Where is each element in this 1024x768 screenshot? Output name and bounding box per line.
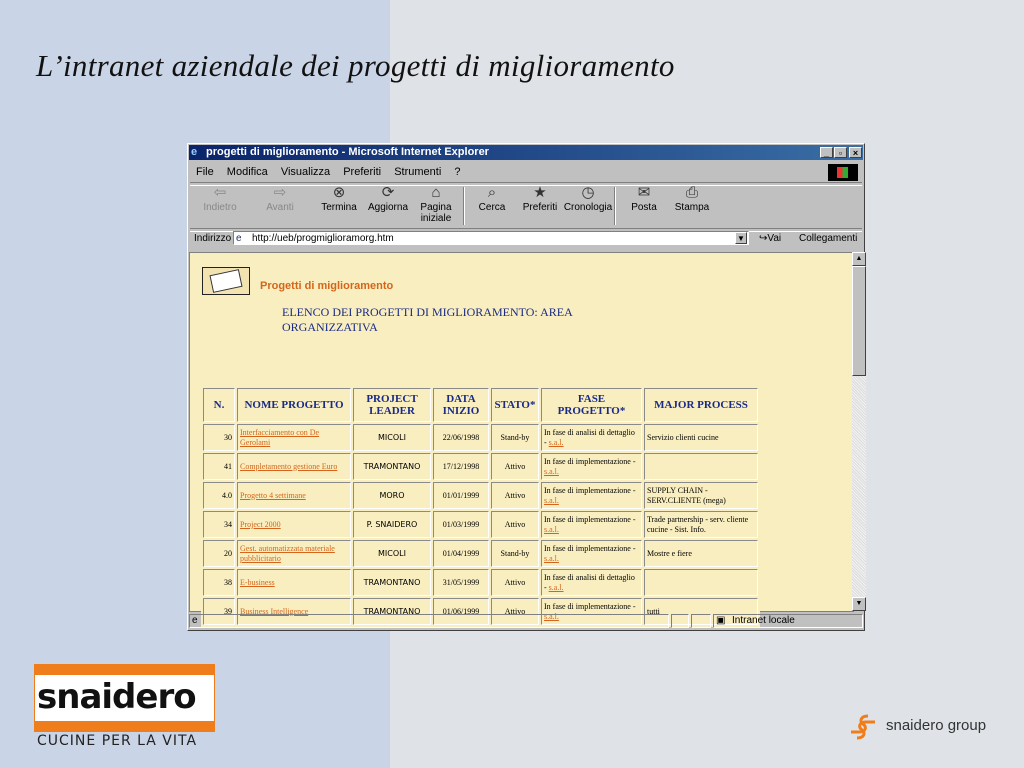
cell-process: Trade partnership - serv. cliente cucine - Sist. Info. <box>644 511 758 538</box>
logo-tagline: CUCINE PER LA VITA <box>37 733 198 749</box>
cell-leader: TRAMONTANO <box>353 598 431 625</box>
cell-project-name <box>237 482 351 509</box>
history-icon: ◷ <box>581 184 595 201</box>
handshake-icon <box>202 267 250 295</box>
sal-link[interactable]: s.a.l. <box>544 553 559 563</box>
menu-help[interactable]: ? <box>454 166 461 178</box>
cell-process: Mostre e fiere <box>644 540 758 567</box>
col-header: NOME PROGETTO <box>237 388 351 422</box>
menu-bar <box>191 163 861 181</box>
col-header: STATO* <box>491 388 539 422</box>
computer-icon: ▣ <box>716 615 726 626</box>
project-link[interactable]: Gest. automatizzata materiale pubblicitario <box>240 543 335 563</box>
cell-number: 4.0 <box>203 482 235 509</box>
project-link[interactable]: Project 2000 <box>240 519 281 529</box>
project-link[interactable]: Completamento gestione Euro <box>240 461 338 471</box>
cell-status: Attivo <box>491 453 539 480</box>
scroll-up-icon[interactable]: ▲ <box>852 252 866 266</box>
toolbar-separator <box>463 187 465 225</box>
table-row <box>203 424 758 451</box>
menu-preferiti[interactable]: Preferiti <box>343 166 382 178</box>
stop-button[interactable]: ⊗ Termina <box>314 184 364 213</box>
cell-project-name <box>237 511 351 538</box>
cell-phase: In fase di analisi di dettaglio - s.a.l. <box>541 424 642 451</box>
cell-phase: In fase di implementazione - s.a.l. <box>541 482 642 509</box>
cell-number: 30 <box>203 424 235 451</box>
cell-project-name <box>237 569 351 596</box>
cell-process: tutti <box>644 598 758 625</box>
cell-leader: TRAMONTANO <box>353 453 431 480</box>
cell-number: 34 <box>203 511 235 538</box>
ie-icon: e <box>191 146 198 158</box>
window-titlebar <box>189 145 863 160</box>
cell-phase: In fase di analisi di dettaglio - s.a.l. <box>541 569 642 596</box>
scroll-down-icon[interactable]: ▼ <box>852 597 866 611</box>
col-header: N. <box>203 388 235 422</box>
cell-leader: MICOLI <box>353 540 431 567</box>
cell-status: Attivo <box>491 511 539 538</box>
table-header-row <box>203 388 758 422</box>
table-row <box>203 453 758 480</box>
status-panel <box>671 614 689 628</box>
cell-date: 01/04/1999 <box>433 540 489 567</box>
menu-file[interactable]: File <box>196 166 214 178</box>
sal-link[interactable]: s.a.l. <box>544 466 559 476</box>
sal-link[interactable]: s.a.l. <box>548 437 564 447</box>
menu-visualizza[interactable]: Visualizza <box>280 166 331 178</box>
cell-number: 38 <box>203 569 235 596</box>
cell-project-name <box>237 424 351 451</box>
cell-leader: MORO <box>353 482 431 509</box>
cell-leader: MICOLI <box>353 424 431 451</box>
cell-date: 17/12/1998 <box>433 453 489 480</box>
sal-link[interactable]: s.a.l. <box>544 495 559 505</box>
window-title: progetti di miglioramento - Microsoft Internet Explorer <box>206 146 489 158</box>
go-button[interactable]: ↪Vai <box>759 233 782 244</box>
address-url: http://ueb/progmiglioramorg.htm <box>252 233 394 244</box>
page-icon: e <box>236 233 242 244</box>
snaidero-logo <box>34 664 215 732</box>
forward-button[interactable]: ⇨ Avanti <box>255 184 305 213</box>
cell-number: 20 <box>203 540 235 567</box>
cell-number: 39 <box>203 598 235 625</box>
history-button[interactable]: ◷ Cronologia <box>563 184 613 213</box>
group-mark-icon <box>848 713 878 741</box>
address-label: Indirizzo <box>194 233 232 244</box>
cell-phase: In fase di implementazione - s.a.l. <box>541 598 642 625</box>
security-zone: ▣ Intranet locale <box>713 614 863 628</box>
stop-icon: ⊗ <box>332 184 346 201</box>
cell-process: SUPPLY CHAIN - SERV.CLIENTE (mega) <box>644 482 758 509</box>
toolbar <box>191 184 861 232</box>
col-header: DATA INIZIO <box>433 388 489 422</box>
cell-status: Attivo <box>491 569 539 596</box>
project-link[interactable]: Progetto 4 settimane <box>240 490 306 500</box>
cell-status: Stand-by <box>491 424 539 451</box>
slide-title: L’intranet aziendale dei progetti di miglioramento <box>36 48 675 83</box>
search-button[interactable]: ⌕ Cerca <box>467 184 517 213</box>
project-link[interactable]: E-business <box>240 577 275 587</box>
toolbar-separator <box>614 187 616 225</box>
cell-date: 22/06/1998 <box>433 424 489 451</box>
col-header: FASE PROGETTO* <box>541 388 642 422</box>
projects-table <box>201 386 760 627</box>
sal-link[interactable]: s.a.l. <box>548 582 564 592</box>
cell-leader: P. SNAIDERO <box>353 511 431 538</box>
sal-link[interactable]: s.a.l. <box>544 611 559 621</box>
address-bar <box>191 230 861 248</box>
back-button[interactable]: ⇦ Indietro <box>195 184 245 213</box>
maximize-button[interactable]: ▫ <box>834 147 847 158</box>
project-link[interactable]: Interfacciamento con De Gerolami <box>240 427 320 447</box>
favorites-button[interactable]: ★ Preferiti <box>515 184 565 213</box>
cell-date: 01/06/1999 <box>433 598 489 625</box>
mail-button[interactable]: ✉ Posta <box>619 184 669 213</box>
cell-process <box>644 569 758 596</box>
forward-arrow-icon: ⇨ <box>273 184 287 201</box>
status-bar <box>189 613 863 629</box>
back-arrow-icon: ⇦ <box>213 184 227 201</box>
address-input[interactable] <box>233 231 749 245</box>
browser-window <box>187 143 865 631</box>
cell-process: Servizio clienti cucine <box>644 424 758 451</box>
cell-date: 01/03/1999 <box>433 511 489 538</box>
page-heading: Progetti di miglioramento <box>260 280 394 292</box>
project-link[interactable]: Business Intelligence <box>240 606 309 616</box>
address-dropdown-button[interactable]: ▼ <box>735 232 747 244</box>
col-header: MAJOR PROCESS <box>644 388 758 422</box>
page-subtitle: ELENCO DEI PROGETTI DI MIGLIORAMENTO: AREA ORGANIZZATIVA <box>282 305 573 334</box>
refresh-icon: ⟳ <box>381 184 395 201</box>
favorites-icon: ★ <box>533 184 547 201</box>
table-row <box>203 511 758 538</box>
cell-number: 41 <box>203 453 235 480</box>
menu-modifica[interactable]: Modifica <box>226 166 268 178</box>
print-button[interactable]: ⎙ Stampa <box>667 184 717 213</box>
cell-phase: In fase di implementazione - s.a.l. <box>541 540 642 567</box>
status-panel <box>691 614 711 628</box>
table-body <box>203 424 758 625</box>
search-icon: ⌕ <box>487 184 497 201</box>
cell-phase: In fase di implementazione - s.a.l. <box>541 511 642 538</box>
cell-leader: TRAMONTANO <box>353 569 431 596</box>
table-row <box>203 569 758 596</box>
table-row <box>203 482 758 509</box>
col-header: PROJECT LEADER <box>353 388 431 422</box>
printer-icon: ⎙ <box>685 184 698 201</box>
go-arrow-icon: ↪ <box>759 233 768 244</box>
home-icon: ⌂ <box>431 184 441 201</box>
cell-date: 01/01/1999 <box>433 482 489 509</box>
cell-project-name <box>237 453 351 480</box>
scroll-thumb[interactable] <box>852 266 866 376</box>
cell-status: Attivo <box>491 598 539 625</box>
windows-logo-icon <box>828 164 858 181</box>
mail-icon: ✉ <box>637 184 651 201</box>
cell-phase: In fase di implementazione - s.a.l. <box>541 453 642 480</box>
home-button[interactable]: ⌂ Pagina iniziale <box>411 184 461 224</box>
cell-date: 31/05/1999 <box>433 569 489 596</box>
cell-status: Attivo <box>491 482 539 509</box>
table-row <box>203 540 758 567</box>
ie-page-icon: e <box>192 615 198 626</box>
vertical-scrollbar[interactable] <box>852 252 866 611</box>
logo-wordmark: snaidero <box>37 677 196 717</box>
menu-strumenti[interactable]: Strumenti <box>394 166 442 178</box>
refresh-button[interactable]: ⟳ Aggiorna <box>363 184 413 213</box>
cell-status: Stand-by <box>491 540 539 567</box>
group-name: snaidero group <box>886 717 987 734</box>
links-button[interactable]: Collegamenti <box>799 233 858 244</box>
cell-process <box>644 453 758 480</box>
sal-link[interactable]: s.a.l. <box>544 524 559 534</box>
minimize-button[interactable]: _ <box>820 147 833 158</box>
close-button[interactable]: × <box>849 147 862 158</box>
cell-project-name <box>237 540 351 567</box>
